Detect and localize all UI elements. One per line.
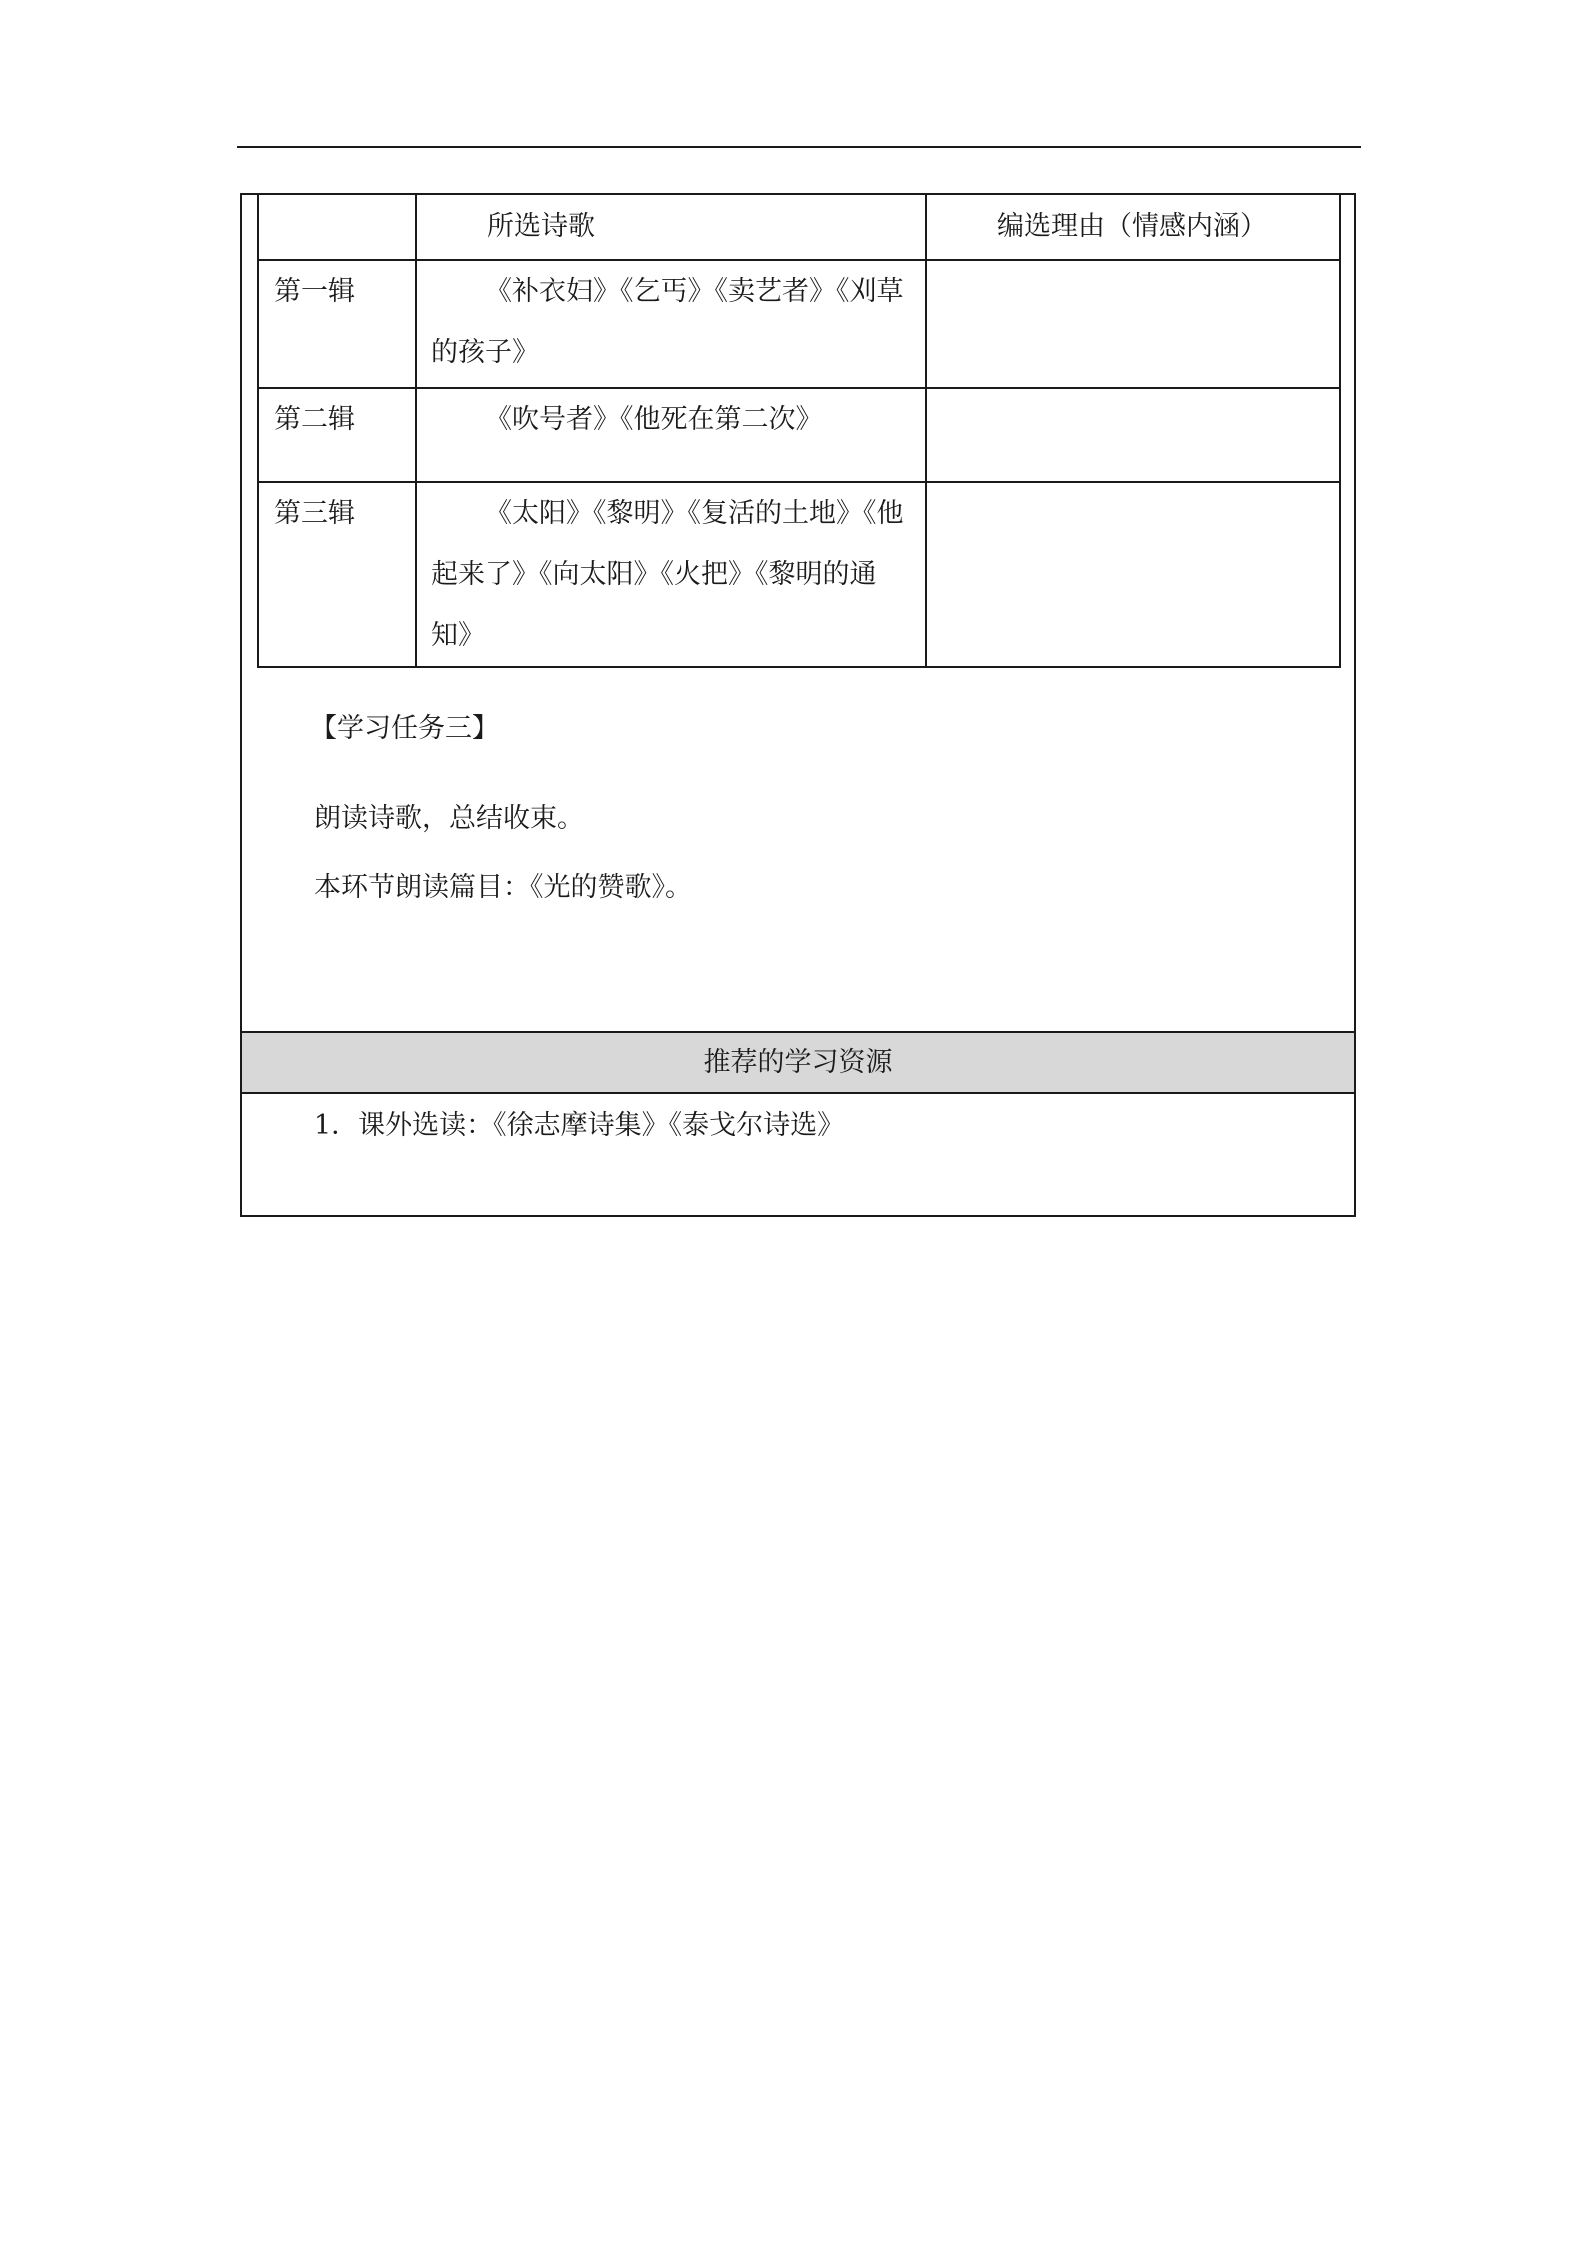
row-poems: 《补衣妇》《乞丐》《卖艺者》《刈草的孩子》 xyxy=(416,260,926,388)
header-cell-selection-reason: 编选理由（情感内涵） xyxy=(926,194,1340,260)
header-cell-empty xyxy=(258,194,416,260)
resource-item: 1．课外选读：《徐志摩诗集》《泰戈尔诗选》 xyxy=(314,1110,845,1141)
table-header-row xyxy=(258,194,1340,260)
poem-selection-table xyxy=(257,193,1341,668)
row-label: 第一辑 xyxy=(258,260,416,388)
resources-heading: 推荐的学习资源 xyxy=(242,1031,1354,1094)
row-reason xyxy=(926,482,1340,667)
row-label: 第三辑 xyxy=(258,482,416,667)
row-reason xyxy=(926,260,1340,388)
row-label: 第二辑 xyxy=(258,388,416,482)
table-row xyxy=(258,260,1340,388)
page-header-rule xyxy=(237,146,1361,148)
row-reason xyxy=(926,388,1340,482)
row-poems: 《吹号者》《他死在第二次》 xyxy=(416,388,926,482)
row-poems: 《太阳》《黎明》《复活的土地》《他起来了》《向太阳》《火把》《黎明的通知》 xyxy=(416,482,926,667)
table-row xyxy=(258,388,1340,482)
table-row xyxy=(258,482,1340,667)
task3-instruction: 朗读诗歌，总结收束。 xyxy=(314,803,584,834)
task3-reading-text: 本环节朗读篇目：《光的赞歌》。 xyxy=(314,872,692,903)
header-cell-selected-poems: 所选诗歌 xyxy=(416,194,926,260)
lesson-frame xyxy=(240,193,1356,1217)
task3-title: 【学习任务三】 xyxy=(310,713,499,744)
